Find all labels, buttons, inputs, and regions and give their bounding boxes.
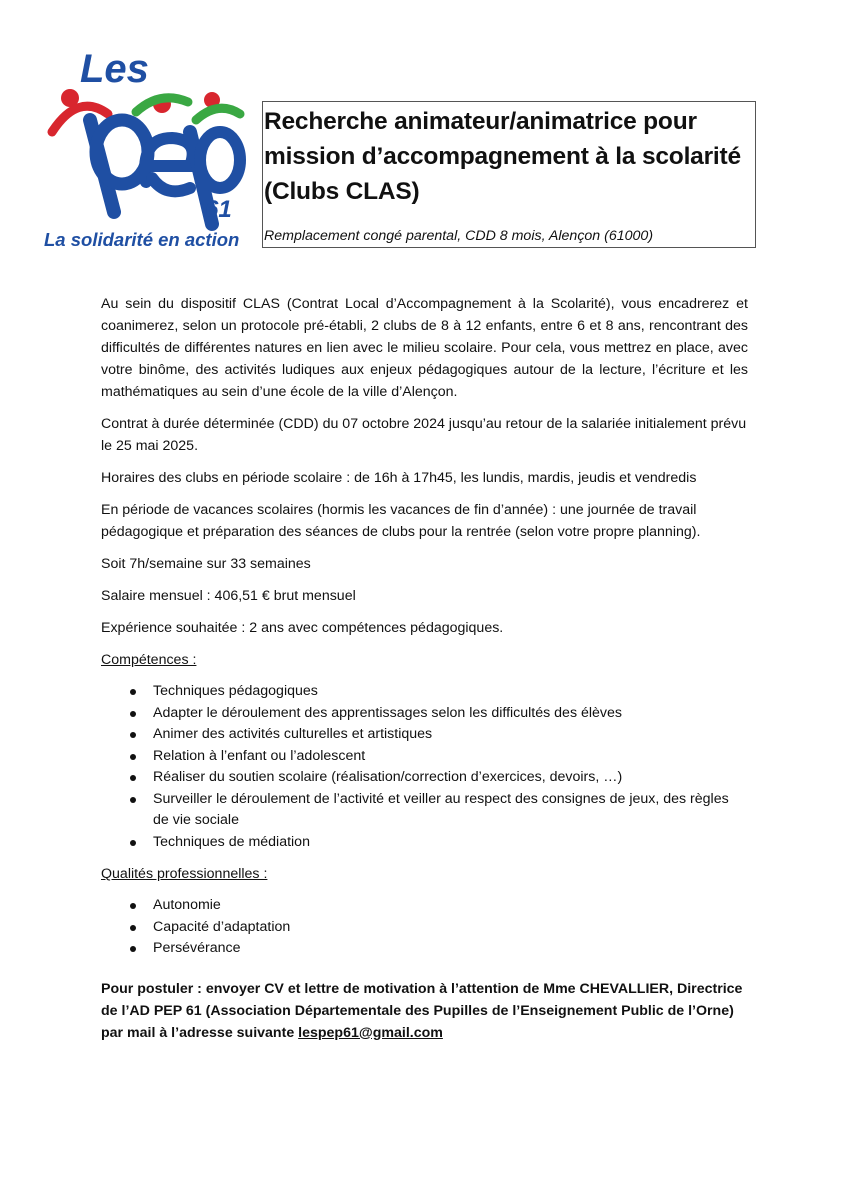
list-item: Surveiller le déroulement de l’activité et veiller au respect des consignes de jeux, des règles de vie sociale xyxy=(153,789,748,832)
logo-tagline: La solidarité en action xyxy=(44,229,240,250)
salary-paragraph: Salaire mensuel : 406,51 € brut mensuel xyxy=(101,588,356,604)
list-item: Relation à l’enfant ou l’adolescent xyxy=(153,746,748,768)
list-item: Animer des activités culturelles et artistiques xyxy=(153,724,748,746)
list-item: Techniques de médiation xyxy=(153,832,748,854)
list-item: Persévérance xyxy=(153,938,748,960)
list-item: Réaliser du soutien scolaire (réalisation/correction d’exercices, devoirs, …) xyxy=(153,767,748,789)
svg-text:Les: Les xyxy=(80,47,149,91)
list-item: Capacité d’adaptation xyxy=(153,917,748,939)
contract-paragraph: Contrat à durée déterminée (CDD) du 07 octobre 2024 jusqu’au retour de la salariée initialement prévu le 25 mai 2025. xyxy=(101,416,747,454)
hours-paragraph: Horaires des clubs en période scolaire : de 16h à 17h45, les lundis, mardis, jeudis et vendredis xyxy=(101,470,697,486)
weekly-paragraph: Soit 7h/semaine sur 33 semaines xyxy=(101,556,311,572)
page-title: Recherche animateur/animatrice pour mission d’accompagnement à la scolarité (Clubs CLAS) xyxy=(264,108,741,205)
email-link[interactable]: lespep61@gmail.com xyxy=(298,1024,443,1041)
job-description xyxy=(101,293,748,1054)
qualites-heading: Qualités professionnelles : xyxy=(101,866,268,882)
holidays-paragraph: En période de vacances scolaires (hormis les vacances de fin d’année) : une journée de travail pédagogique et préparation des séances de clubs pour la rentrée (selon votre propre planning). xyxy=(101,502,701,540)
competences-heading: Compétences : xyxy=(101,652,197,668)
experience-paragraph: Expérience souhaitée : 2 ans avec compétences pédagogiques. xyxy=(101,620,504,636)
list-item: Autonomie xyxy=(153,895,748,917)
competences-list xyxy=(101,681,748,853)
page-subtitle: Remplacement congé parental, CDD 8 mois, Alençon (61000) xyxy=(264,228,654,244)
intro-paragraph: Au sein du dispositif CLAS (Contrat Local d’Accompagnement à la Scolarité), vous encadrerez et coanimerez, selon un protocole pré-établi, 2 clubs de 8 à 12 enfants, entre 6 et 8 ans, rencontrant des difficultés de différentes natures en lien avec le milieu scolaire. Pour cela, vous mettrez en place, avec votre binôme, des activités ludiques aux enjeux pédagogiques autour de la lecture, l’écriture et les mathématiques au sein d’une école de la ville d’Alençon. xyxy=(101,296,748,400)
apply-paragraph xyxy=(101,978,748,1044)
qualites-list xyxy=(101,895,748,960)
svg-text:61: 61 xyxy=(205,196,232,223)
pep61-logo xyxy=(40,42,250,257)
list-item: Adapter le déroulement des apprentissages selon les difficultés des élèves xyxy=(153,703,748,725)
apply-text: Pour postuler : envoyer CV et lettre de motivation à l’attention de Mme CHEVALLIER, Directrice de l’AD PEP 61 (Association Départementale des Pupilles de l’Enseignement Public de l’Orne) par mail à l’adresse suivante xyxy=(101,980,743,1041)
list-item: Techniques pédagogiques xyxy=(153,681,748,703)
